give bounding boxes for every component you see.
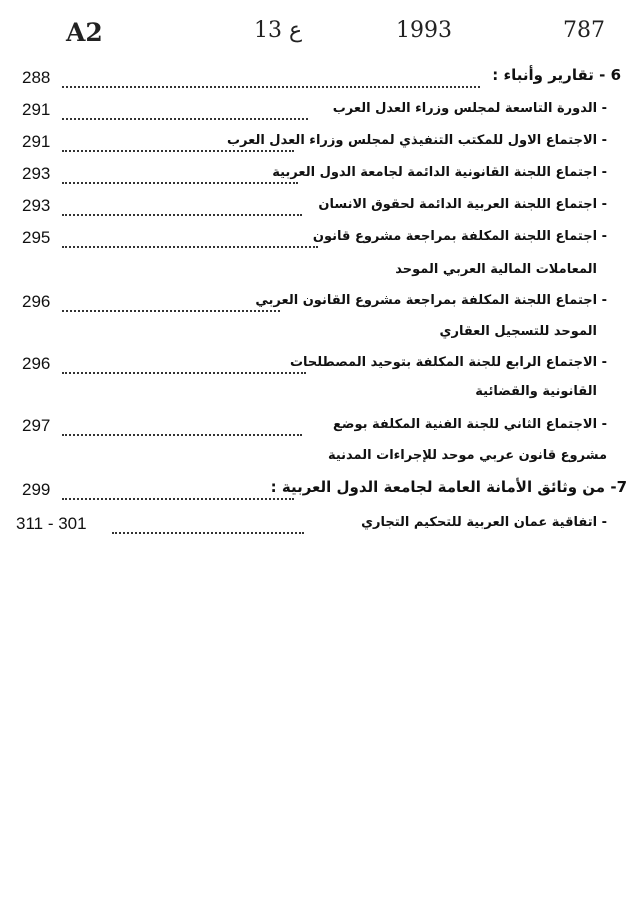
handwritten-code: 787 xyxy=(563,18,605,43)
leader-dots xyxy=(112,516,304,534)
toc-entry-title: - اجتماع اللجنة المكلفة بمراجعة مشروع القانون العربي xyxy=(255,293,607,308)
toc-entry-title: - الاجتماع الاول للمكتب التنفيذي لمجلس وزراء العدل العرب xyxy=(226,133,607,148)
toc-entry-title: - اتفاقية عمان العربية للتحكيم التجاري xyxy=(361,515,607,530)
leader-dots xyxy=(62,230,318,248)
toc-entry-title: - اجتماع اللجنة القانونية الدائمة لجامعة الدول العربية xyxy=(272,165,607,180)
toc-entry xyxy=(0,130,641,156)
handwritten-mark-a2: A2 xyxy=(66,18,103,47)
toc-entry xyxy=(0,194,641,220)
toc-page-range: 311 - 301 xyxy=(16,514,87,533)
toc-entry xyxy=(0,414,641,440)
section-title: 7- من وثائق الأمانة العامة لجامعة الدول العربية : xyxy=(270,478,627,496)
leader-dots xyxy=(62,418,302,436)
toc-entry xyxy=(0,98,641,124)
toc-page-number: 295 xyxy=(22,228,51,247)
handwritten-issue-mark: 13 ع xyxy=(254,18,303,43)
toc-entry-continuation: الموحد للتسجيل العقاري xyxy=(439,324,597,339)
toc-page-number: 299 xyxy=(22,480,51,499)
toc-entry xyxy=(0,226,641,252)
leader-dots xyxy=(62,102,308,120)
toc-section-6 xyxy=(0,66,641,92)
toc-page-number: 296 xyxy=(22,354,51,373)
toc-page-number: 288 xyxy=(22,68,51,87)
leader-dots xyxy=(62,294,280,312)
toc-entry xyxy=(0,352,641,378)
toc-page-number: 291 xyxy=(22,132,51,151)
toc-entry xyxy=(0,290,641,316)
leader-dots xyxy=(62,166,298,184)
toc-entry-continuation: المعاملات المالية العربي الموحد xyxy=(395,262,597,277)
leader-dots xyxy=(62,356,306,374)
toc-entry-title: - الاجتماع الثاني للجنة الفنية المكلفة بوضع xyxy=(333,417,607,432)
toc-page-number: 293 xyxy=(22,196,51,215)
handwritten-year: 1993 xyxy=(396,18,452,43)
toc-entry-title: - اجتماع اللجنة العربية الدائمة لحقوق الانسان xyxy=(318,197,607,212)
leader-dots xyxy=(62,70,480,88)
toc-page-number: 293 xyxy=(22,164,51,183)
toc-entry-continuation: مشروع قانون عربي موحد للإجراءات المدنية xyxy=(327,448,607,463)
leader-dots xyxy=(62,198,302,216)
toc-page-number: 291 xyxy=(22,100,51,119)
toc-entry-title: - الدورة التاسعة لمجلس وزراء العدل العرب xyxy=(332,101,607,116)
toc-entry-title: - اجتماع اللجنة المكلفة بمراجعة مشروع قانون xyxy=(312,229,607,244)
section-title: 6 - تقارير وأنباء : xyxy=(492,66,621,84)
toc-entry xyxy=(0,512,641,538)
toc-entry-continuation: القانونية والقضائية xyxy=(475,384,597,399)
toc-entry xyxy=(0,162,641,188)
toc-page-number: 296 xyxy=(22,292,51,311)
toc-page-number: 297 xyxy=(22,416,51,435)
leader-dots xyxy=(62,482,294,500)
toc-section-7 xyxy=(0,478,641,504)
toc-entry-title: - الاجتماع الرابع للجنة المكلفة بتوحيد المصطلحات xyxy=(289,355,607,370)
